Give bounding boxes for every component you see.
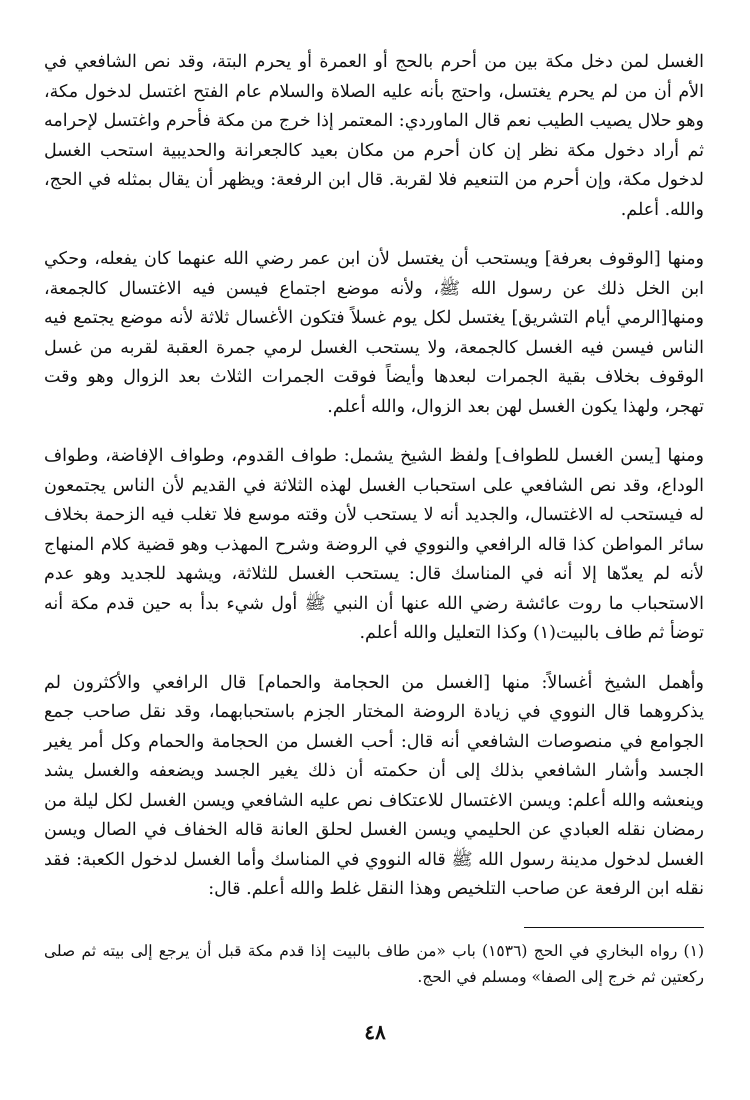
footnote: (١) رواه البخاري في الحج (١٥٣٦) باب «من طاف بالبيت إذا قدم مكة قبل أن يرجع إلى بيته ثم صلى ركعتين ثم خرج إلى الصفا» ومسلم في الحج. [44, 941, 704, 986]
paragraph-1: الغسل لمن دخل مكة بين من أحرم بالحج أو العمرة أو يحرم البتة، وقد نص الشافعي في الأم أن من لم يحرم يغتسل، واحتج بأنه عليه الصلاة والسلام عام الفتح اغتسل لدخول مكة، وهو حلال يصيب الطيب نعم قال الماوردي: المعتمر إذا خرج من مكة فأحرم واغتسل لإحرامه ثم أراد دخول مكة نظر إن كان أحرم من مكان بعيد كالجعرانة والحديبية استحب الغسل لدخول مكة، وإن أحرم من التنعيم فلا لقربة. قال ابن الرفعة: ويظهر أن يقال بمثله في الحج، والله. أعلم. [44, 52, 704, 220]
main-text [44, 48, 704, 905]
paragraph-4: وأهمل الشيخ أغسالاً: منها [الغسل من الحجامة والحمام] قال الرافعي والأكثرون لم يذكروهما قال النووي في زيادة الروضة المختار الجزم باستحبابهما، وقد نقل صاحب جمع الجوامع في منصوصات الشافعي أنه قال: أحب الغسل من الحجامة والحمام وكل أمر يغير الجسد وأشار الشافعي بذلك إلى أن حكمته أن ذلك يغير الجسد ويضعفه والغسل يشد وينعشه والله أعلم: ويسن الاغتسال للاعتكاف نص عليه الشافعي ويسن الغسل لكل ليلة من رمضان نقله العبادي عن الحليمي ويسن الغسل لحلق العانة قاله الخفاف في الصال ويسن الغسل لدخول مدينة رسول الله ﷺ قاله النووي في المناسك وأما الغسل لدخول الكعبة: فقد نقله ابن الرفعة عن صاحب التلخيص وهذا النقل غلط والله أعلم. قال: [44, 672, 704, 899]
paragraph-3: ومنها [يسن الغسل للطواف] ولفظ الشيخ يشمل: طواف القدوم، وطواف الإفاضة، وطواف الوداع، وقد نص الشافعي على استحباب الغسل لهذه الثلاثة في القديم لأن الناس يجتمعون له فيستحب له الاغتسال، والجديد أنه لا يستحب لأن وقته موسع فلا تغلب فيه الزحمة بخلاف سائر المواطن كذا قاله الرافعي والنووي في الروضة وشرح المهذب وهو قضية كلام المنهاج لأنه لم يعدّها إلا أنه في المناسك قال: يستحب الغسل للثلاثة، ويشهد للجديد وهو عدم الاستحباب ما روت عائشة رضي الله عنها أن النبي ﷺ أول شيء بدأ به حين قدم مكة أنه توضأ ثم طاف بالبيت(١) وكذا التعليل والله أعلم. [44, 446, 704, 643]
footnote-separator [524, 927, 704, 928]
paragraph-2: ومنها [الوقوف بعرفة] ويستحب أن يغتسل لأن ابن عمر رضي الله عنهما كان يفعله، وحكي ابن الخل ذلك عن رسول الله ﷺ، ولأنه موضع اجتماع فيسن فيه الاغتسال كالجمعة، ومنها[الرمي أيام التشريق] يغتسل لكل يوم غسلاً فتكون الأغسال ثلاثة لأنه موضع يجتمع فيه الناس فيسن فيه الغسل كالجمعة، ولا يستحب الغسل لرمي جمرة العقبة لقربه من غسل الوقوف بخلاف بقية الجمرات لبعدها وأيضاً فوقت الجمرات الثلاث بعد الزوال وهو وقت تهجر، ولهذا يكون الغسل لهن بعد الزوال، والله أعلم. [44, 249, 704, 417]
page-number: ٤٨ [364, 1020, 386, 1044]
